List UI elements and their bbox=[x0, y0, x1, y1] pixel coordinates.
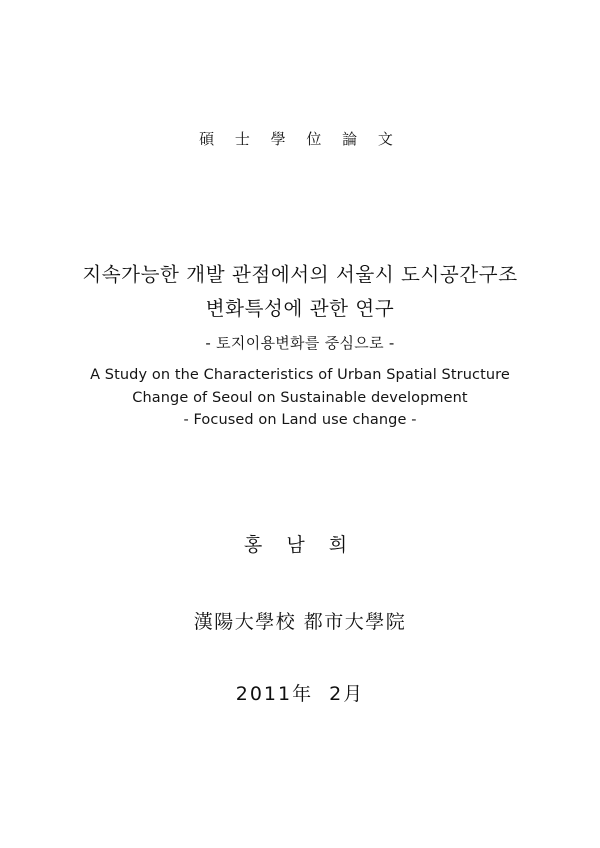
author-name: 홍 남 희 bbox=[243, 534, 357, 556]
title-english-line-2: Change of Seoul on Sustainable development bbox=[132, 389, 468, 406]
title-korean-line-1: 지속가능한 개발 관점에서의 서울시 도시공간구조 bbox=[82, 263, 518, 286]
institution-name: 漢陽大學校 都市大學院 bbox=[193, 611, 407, 633]
title-english-line-1: A Study on the Characteristics of Urban Spatial Structure bbox=[90, 367, 510, 383]
subtitle-korean: - 토지이용변화를 중심으로 - bbox=[205, 334, 395, 352]
publication-date: 2011年 2月 bbox=[235, 683, 365, 705]
title-korean-line-2: 변화특성에 관한 연구 bbox=[205, 297, 395, 320]
title-block-english bbox=[0, 364, 600, 432]
subtitle-english: - Focused on Land use change - bbox=[183, 412, 417, 428]
title-block-korean bbox=[0, 258, 600, 358]
degree-label: 碩 士 學 位 論 文 bbox=[199, 130, 401, 148]
